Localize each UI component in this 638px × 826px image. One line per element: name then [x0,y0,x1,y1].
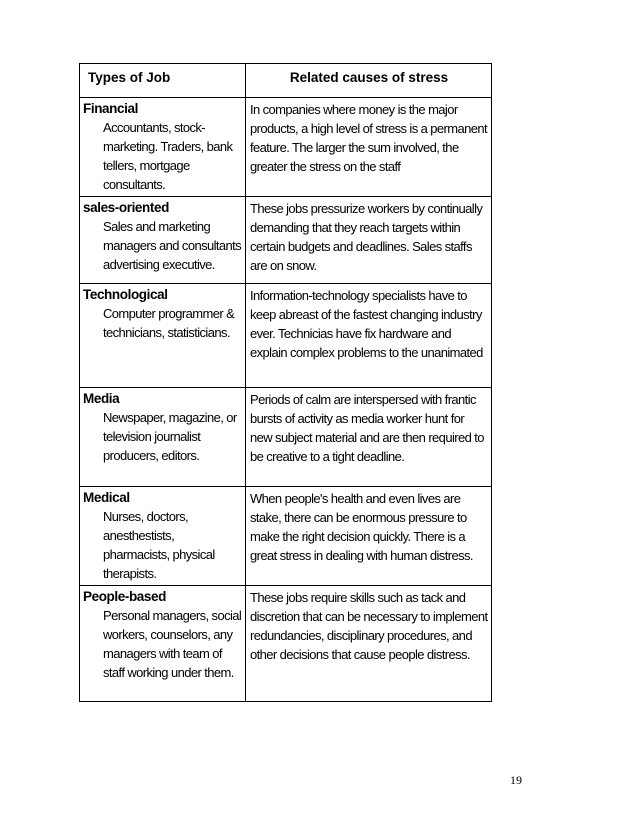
stress-cause: In companies where money is the major products, a high level of stress is a permanent feature. The larger the sum involved, the greater the stress on the staff [250,102,487,174]
table-row-sales [80,197,491,284]
job-type: Technological [83,287,168,302]
page-number: 19 [510,773,522,787]
job-type: sales-oriented [83,200,169,215]
stress-cause: Periods of calm are interspersed with frantic bursts of activity as media worker hunt for new subject material and are then required to be creative to a tight deadline. [250,392,484,464]
table-header-row [80,64,491,98]
stress-table [79,63,492,702]
stress-cause: When people's health and even lives are stake, there can be enormous pressure to make the right decision quickly. There is a great stress in dealing with human distress. [250,491,473,563]
table-row-people-based [80,586,491,701]
header-related-causes: Related causes of stress [289,70,449,85]
stress-cause: These jobs require skills such as tack and discretion that can be necessary to implement redundancies, disciplinary procedures, and other decisions that cause people distress. [250,590,488,662]
table-row-technological [80,284,491,388]
table-row-media [80,388,491,487]
job-type: Financial [83,101,138,116]
stress-cause: These jobs pressurize workers by continually demanding that they reach targets within certain budgets and deadlines. Sales staffs are on snow. [250,201,483,273]
job-type: Media [83,391,120,406]
job-roles: Personal managers, social workers, counselors, any managers with team of staff working under them. [103,608,242,680]
stress-cause: Information-technology specialists have to keep abreast of the fastest changing industry ever. Technicias have fix hardware and explain complex problems to the unanimated [250,288,483,360]
table-row-medical [80,487,491,586]
job-roles: Newspaper, magazine, or television journalist producers, editors. [103,410,237,463]
header-types-of-job: Types of Job [80,64,246,97]
job-roles: Nurses, doctors, anesthestists, pharmacists, physical therapists. [103,509,215,581]
job-roles: Computer programmer & technicians, statisticians. [103,306,235,340]
table-row-financial [80,98,491,197]
job-type: Medical [83,490,130,505]
job-type: People-based [83,589,166,604]
job-roles: Accountants, stock-marketing. Traders, bank tellers, mortgage consultants. [103,120,233,192]
job-roles: Sales and marketing managers and consultants advertising executive. [103,219,242,272]
